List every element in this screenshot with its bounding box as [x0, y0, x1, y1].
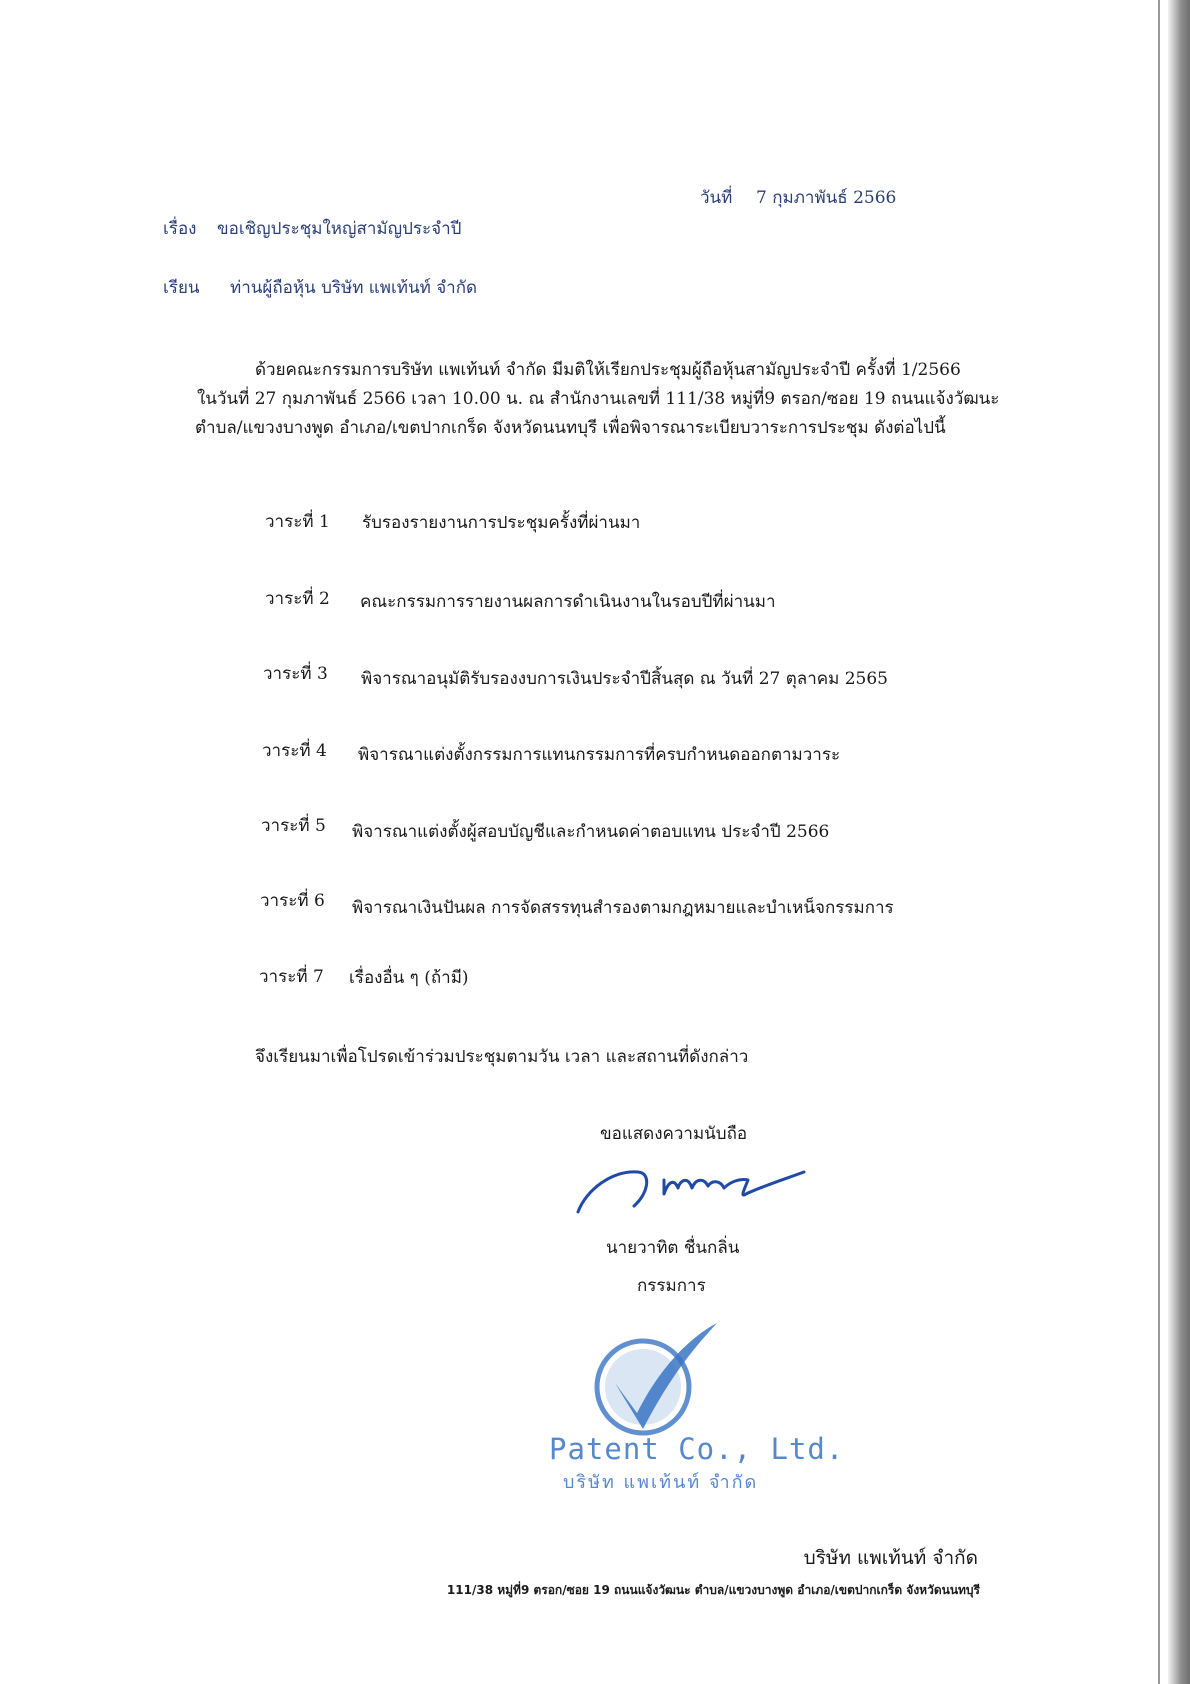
agenda-text: รับรองรายงานการประชุมครั้งที่ผ่านมา [362, 513, 641, 533]
agenda-number: วาระที่ 4 [262, 741, 327, 761]
date-label: วันที่ [700, 188, 733, 208]
recipient-text: ท่านผู้ถือหุ้น บริษัท แพเท้นท์ จำกัด [230, 278, 478, 298]
agenda-number: วาระที่ 3 [263, 664, 328, 684]
agenda-text: คณะกรรมการรายงานผลการดำเนินงานในรอบปีที่ผ่านมา [360, 592, 776, 612]
subject-text: ขอเชิญประชุมใหญ่สามัญประจำปี [217, 219, 462, 239]
agenda-number: วาระที่ 1 [265, 512, 330, 532]
footer-company-name: บริษัท แพเท้นท์ จำกัด [803, 1547, 978, 1569]
scan-shadow-line [1158, 0, 1160, 1684]
company-seal-checkmark-icon [585, 1317, 725, 1442]
date-value: 7 กุมภาพันธ์ 2566 [756, 188, 897, 208]
stamp-company-name-en: Patent Co., Ltd. [549, 1432, 845, 1466]
footer-address: 111/38 หมู่ที่9 ตรอก/ซอย 19 ถนนแจ้งวัฒนะ ตำบล/แขวงบางพูด อำเภอ/เขตปากเกร็ด จังหวัดนนทบุรี [446, 1583, 980, 1597]
body-line: ด้วยคณะกรรมการบริษัท แพเท้นท์ จำกัด มีมติให้เรียกประชุมผู้ถือหุ้นสามัญประจำปี ครั้งที่ 1/2566 [255, 360, 961, 380]
signer-name: นายวาทิต ชื่นกลิ่น [606, 1238, 740, 1258]
agenda-number: วาระที่ 5 [261, 816, 326, 836]
signature-image [572, 1160, 812, 1222]
agenda-text: เรื่องอื่น ๆ (ถ้ามี) [349, 968, 469, 988]
scan-edge-shadow [1168, 0, 1190, 1684]
agenda-text: พิจารณาอนุมัติรับรองงบการเงินประจำปีสิ้นสุด ณ วันที่ 27 ตุลาคม 2565 [361, 669, 888, 689]
agenda-number: วาระที่ 7 [259, 967, 324, 987]
agenda-text: พิจารณาแต่งตั้งผู้สอบบัญชีและกำหนดค่าตอบแทน ประจำปี 2566 [352, 822, 830, 842]
recipient-label: เรียน [163, 278, 200, 298]
stamp-company-name-th: บริษัท แพเท้นท์ จำกัด [563, 1472, 759, 1493]
signer-title: กรรมการ [637, 1276, 706, 1296]
regards-line: ขอแสดงความนับถือ [600, 1124, 748, 1144]
subject-label: เรื่อง [163, 219, 197, 239]
agenda-text: พิจารณาเงินปันผล การจัดสรรทุนสำรองตามกฎหมายและบำเหน็จกรรมการ [352, 898, 894, 918]
agenda-number: วาระที่ 2 [265, 589, 330, 609]
body-line: ในวันที่ 27 กุมภาพันธ์ 2566 เวลา 10.00 น. ณ สำนักงานเลขที่ 111/38 หมู่ที่9 ตรอก/ซอย 19 ถนนแจ้งวัฒนะ [197, 389, 1000, 409]
agenda-number: วาระที่ 6 [260, 891, 325, 911]
body-line: ตำบล/แขวงบางพูด อำเภอ/เขตปากเกร็ด จังหวัดนนทบุรี เพื่อพิจารณาระเบียบวาระการประชุม ดังต่อไปนี้ [195, 418, 946, 438]
closing-line: จึงเรียนมาเพื่อโปรดเข้าร่วมประชุมตามวัน เวลา และสถานที่ดังกล่าว [255, 1047, 749, 1067]
agenda-text: พิจารณาแต่งตั้งกรรมการแทนกรรมการที่ครบกำหนดออกตามวาระ [358, 745, 841, 765]
